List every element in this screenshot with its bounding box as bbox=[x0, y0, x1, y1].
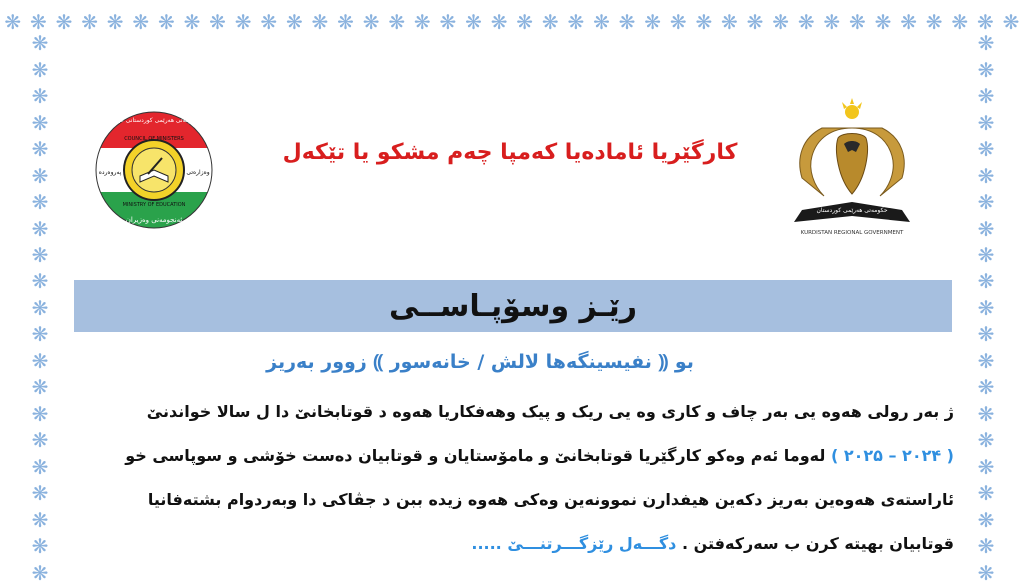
snowflake-icon: ❋ bbox=[823, 10, 841, 34]
snowflake-icon: ❋ bbox=[977, 110, 995, 135]
emblem-caption-ar: حكومەتی هەرێمی كوردستان bbox=[816, 207, 888, 214]
snowflake-icon: ❋ bbox=[977, 375, 995, 400]
snowflake-icon: ❋ bbox=[31, 560, 49, 585]
snowflake-icon: ❋ bbox=[644, 10, 662, 34]
snowflake-icon: ❋ bbox=[977, 560, 995, 585]
snowflake-icon: ❋ bbox=[721, 10, 738, 34]
snowflake-icon: ❋ bbox=[362, 10, 380, 34]
snowflake-icon: ❋ bbox=[465, 10, 482, 34]
snowflake-icon: ❋ bbox=[746, 10, 764, 34]
logo-ring-text-bottom: ئەنجومەنی وەزیران bbox=[125, 216, 183, 224]
snowflake-icon: ❋ bbox=[413, 10, 431, 34]
snowflake-icon: ❋ bbox=[31, 507, 49, 532]
snowflake-icon: ❋ bbox=[311, 10, 329, 34]
body-line-4 bbox=[78, 534, 954, 553]
snowflake-icon: ❋ bbox=[977, 269, 995, 294]
snowflake-icon: ❋ bbox=[31, 110, 49, 135]
snowflake-icon: ❋ bbox=[951, 10, 969, 34]
snowflake-icon: ❋ bbox=[439, 10, 457, 34]
snowflake-icon: ❋ bbox=[977, 137, 995, 162]
snowflake-icon: ❋ bbox=[31, 137, 49, 162]
snowflake-icon: ❋ bbox=[874, 10, 892, 34]
snowflake-icon: ❋ bbox=[31, 375, 49, 400]
snowflake-icon: ❋ bbox=[772, 10, 789, 34]
snowflake-icon: ❋ bbox=[106, 10, 124, 34]
snowflake-icon: ❋ bbox=[31, 322, 49, 347]
snowflake-icon: ❋ bbox=[977, 507, 995, 532]
snowflake-icon: ❋ bbox=[490, 10, 508, 34]
body-line-2 bbox=[78, 446, 954, 465]
snowflake-icon: ❋ bbox=[31, 481, 49, 506]
recipient-name: ⸨ نفیسینگەها لالش / خانەسور ⸩ bbox=[373, 351, 669, 373]
closing-regards: دگـــەل رێزگـــرتنـــێ ..... bbox=[471, 534, 677, 553]
snowflake-icon: ❋ bbox=[567, 10, 585, 34]
logo-ring-text-en-top: COUNCIL OF MINISTERS bbox=[124, 136, 184, 142]
snowflake-icon: ❋ bbox=[618, 10, 636, 34]
snowflake-icon: ❋ bbox=[977, 216, 995, 241]
snowflake-icon: ❋ bbox=[31, 57, 49, 82]
snowflake-border-right bbox=[974, 30, 998, 586]
snowflake-icon: ❋ bbox=[977, 190, 995, 215]
snowflake-icon: ❋ bbox=[977, 348, 995, 373]
snowflake-icon: ❋ bbox=[388, 10, 406, 34]
ministry-of-education-logo bbox=[92, 100, 216, 240]
snowflake-icon: ❋ bbox=[977, 242, 995, 267]
snowflake-icon: ❋ bbox=[977, 31, 995, 56]
snowflake-icon: ❋ bbox=[31, 348, 49, 373]
body-line-1: ژ بەر رولی هەوە یی بەر چاف و کاری وە یی ریک و پیک وهەفکاریا هەوە د قوتابخانێ دا ل سالا خواندنێ bbox=[146, 402, 954, 421]
snowflake-icon: ❋ bbox=[31, 295, 49, 320]
body-line-4-text: قوتابیان بهیتە کرن ب سەرکەفتن . bbox=[681, 534, 954, 553]
snowflake-icon: ❋ bbox=[695, 10, 713, 34]
thanks-banner bbox=[74, 280, 952, 332]
snowflake-icon: ❋ bbox=[977, 534, 995, 559]
snowflake-icon: ❋ bbox=[260, 10, 278, 34]
snowflake-icon: ❋ bbox=[593, 10, 610, 34]
snowflake-icon: ❋ bbox=[31, 31, 49, 56]
snowflake-icon: ❋ bbox=[234, 10, 252, 34]
snowflake-icon: ❋ bbox=[55, 10, 73, 34]
snowflake-icon: ❋ bbox=[31, 216, 49, 241]
recipient-line bbox=[200, 348, 760, 374]
recipient-prefix: بو bbox=[674, 351, 694, 373]
snowflake-icon: ❋ bbox=[285, 10, 303, 34]
banner-title: رێـز وسۆپـاســی bbox=[389, 288, 637, 324]
snowflake-icon: ❋ bbox=[31, 534, 49, 559]
recipient-suffix: زوور بەریز bbox=[266, 351, 367, 373]
snowflake-icon: ❋ bbox=[31, 242, 49, 267]
snowflake-icon: ❋ bbox=[516, 10, 534, 34]
snowflake-icon: ❋ bbox=[1002, 10, 1020, 34]
snowflake-icon: ❋ bbox=[337, 10, 354, 34]
snowflake-icon: ❋ bbox=[31, 190, 49, 215]
snowflake-icon: ❋ bbox=[31, 163, 49, 188]
snowflake-icon: ❋ bbox=[31, 401, 49, 426]
body-line-2-text: لەوما ئەم وەکو کارگێریا قوتابخانێ و مامۆستایان و قوتابیان دەست خۆشی و سوپاسی خو bbox=[125, 446, 826, 465]
snowflake-icon: ❋ bbox=[977, 481, 995, 506]
snowflake-icon: ❋ bbox=[977, 428, 995, 453]
snowflake-icon: ❋ bbox=[900, 10, 917, 34]
snowflake-icon: ❋ bbox=[183, 10, 201, 34]
snowflake-icon: ❋ bbox=[30, 10, 47, 34]
snowflake-icon: ❋ bbox=[977, 322, 995, 347]
snowflake-icon: ❋ bbox=[797, 10, 815, 34]
academic-year: ( ۲۰۲۴ – ۲۰۲۵ ) bbox=[830, 446, 954, 465]
snowflake-icon: ❋ bbox=[976, 10, 994, 34]
snowflake-icon: ❋ bbox=[157, 10, 175, 34]
snowflake-icon: ❋ bbox=[669, 10, 687, 34]
snowflake-icon: ❋ bbox=[977, 295, 995, 320]
snowflake-icon: ❋ bbox=[31, 454, 49, 479]
snowflake-icon: ❋ bbox=[977, 163, 995, 188]
snowflake-icon: ❋ bbox=[977, 401, 995, 426]
snowflake-icon: ❋ bbox=[209, 10, 226, 34]
snowflake-icon: ❋ bbox=[132, 10, 150, 34]
snowflake-icon: ❋ bbox=[31, 269, 49, 294]
snowflake-icon: ❋ bbox=[977, 84, 995, 109]
snowflake-icon: ❋ bbox=[4, 10, 22, 34]
logo-ring-text-right: وەزارەتی bbox=[186, 169, 210, 176]
snowflake-icon: ❋ bbox=[31, 428, 49, 453]
emblem-caption-en: KURDISTAN REGIONAL GOVERNMENT bbox=[800, 230, 904, 236]
school-title: كارگێريا ئامادەيا كەمپا چەم مشكو يا تێكەل bbox=[282, 140, 738, 165]
body-line-3: ئاراستەی هەوەین بەریز دکەین هیفدارن نموونەین وەکی هەوە زیدە ببن د جڤاکی دا وبەردوام بشتەفانیا bbox=[147, 490, 954, 509]
snowflake-icon: ❋ bbox=[81, 10, 98, 34]
snowflake-icon: ❋ bbox=[977, 57, 995, 82]
snowflake-icon: ❋ bbox=[925, 10, 943, 34]
snowflake-icon: ❋ bbox=[31, 84, 49, 109]
snowflake-icon: ❋ bbox=[541, 10, 559, 34]
logo-ring-text-top: حكومەتی هەرێمی كوردستانی عیراق bbox=[108, 117, 200, 124]
snowflake-icon: ❋ bbox=[849, 10, 866, 34]
krg-emblem-logo bbox=[772, 98, 932, 248]
logo-ring-text-left: پەروەردە bbox=[98, 169, 122, 176]
snowflake-icon: ❋ bbox=[977, 454, 995, 479]
logo-ring-text-en-bottom: MINISTRY OF EDUCATION bbox=[122, 202, 186, 208]
